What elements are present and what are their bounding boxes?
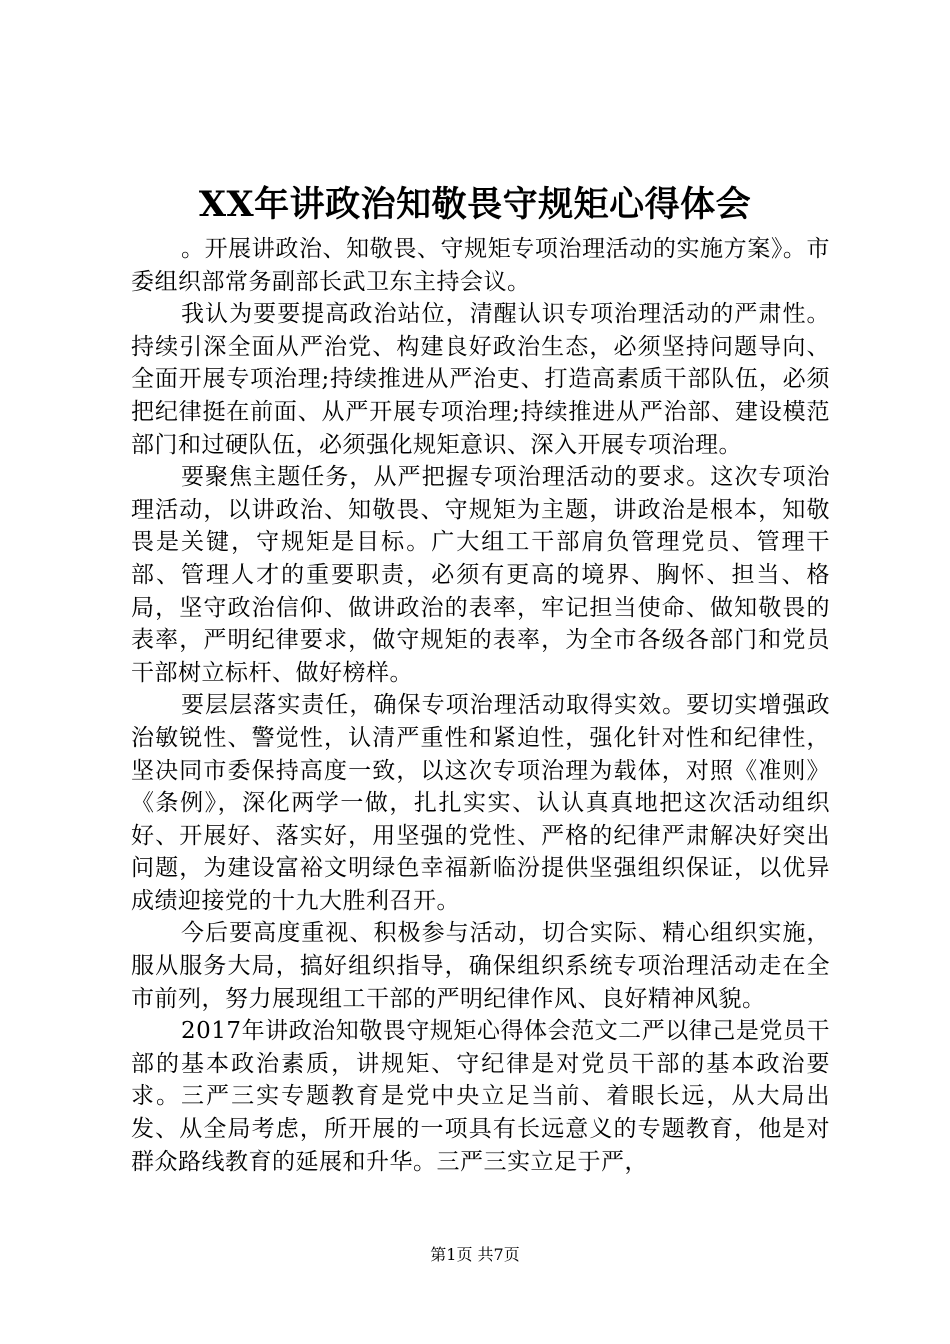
paragraph-5: 今后要高度重视、积极参与活动，切合实际、精心组织实施，服从服务大局，搞好组织指导，确保组织系统专项治理活动走在全市前列，努力展现组工干部的严明纪律作风、良好精神风貌。 <box>131 920 830 1012</box>
paragraph-6: 2017年讲政治知敬畏守规矩心得体会范文二严以律己是党员干部的基本政治素质，讲规矩、守纪律是对党员干部的基本政治要求。三严三实专题教育是党中央立足当前、着眼长远，从大局出发、从全局考虑，所开展的一项具有长远意义的专题教育，他是对群众路线教育的延展和升华。三严三实立足于严， <box>131 1018 830 1175</box>
paragraph-3: 要聚焦主题任务，从严把握专项治理活动的要求。这次专项治理活动，以讲政治、知敬畏、守规矩为主题，讲政治是根本，知敬畏是关键，守规矩是目标。广大组工干部肩负管理党员、管理干部、管理人才的重要职责，必须有更高的境界、胸怀、担当、格局，坚守政治信仰、做讲政治的表率，牢记担当使命、做知敬畏的表率，严明纪律要求，做守规矩的表率，为全市各级各部门和党员干部树立标杆、做好榜样。 <box>131 464 830 686</box>
page-number-footer: 第1页 共7页 <box>430 1245 520 1264</box>
paragraph-2: 我认为要要提高政治站位，清醒认识专项治理活动的严肃性。持续引深全面从严治党、构建良好政治生态，必须坚持问题导向、全面开展专项治理;持续推进从严治吏、打造高素质干部队伍，必须把纪律挺在前面、从严开展专项治理;持续推进从严治部、建设模范部门和过硬队伍，必须强化规矩意识、深入开展专项治理。 <box>131 301 830 458</box>
paragraph-4: 要层层落实责任，确保专项治理活动取得实效。要切实增强政治敏锐性、警觉性，认清严重性和紧迫性，强化针对性和纪律性，坚决同市委保持高度一致，以这次专项治理为载体，对照《准则》《条例》，深化两学一做，扎扎实实、认认真真地把这次活动组织好、开展好、落实好，用坚强的党性、严格的纪律严肃解决好突出问题，为建设富裕文明绿色幸福新临汾提供坚强组织保证，以优异成绩迎接党的十九大胜利召开。 <box>131 692 830 914</box>
document-title: XX年讲政治知敬畏守规矩心得体会 <box>198 184 752 225</box>
paragraph-1: 。开展讲政治、知敬畏、守规矩专项治理活动的实施方案》。市委组织部常务副部长武卫东主持会议。 <box>131 236 830 295</box>
document-body <box>131 233 830 1178</box>
